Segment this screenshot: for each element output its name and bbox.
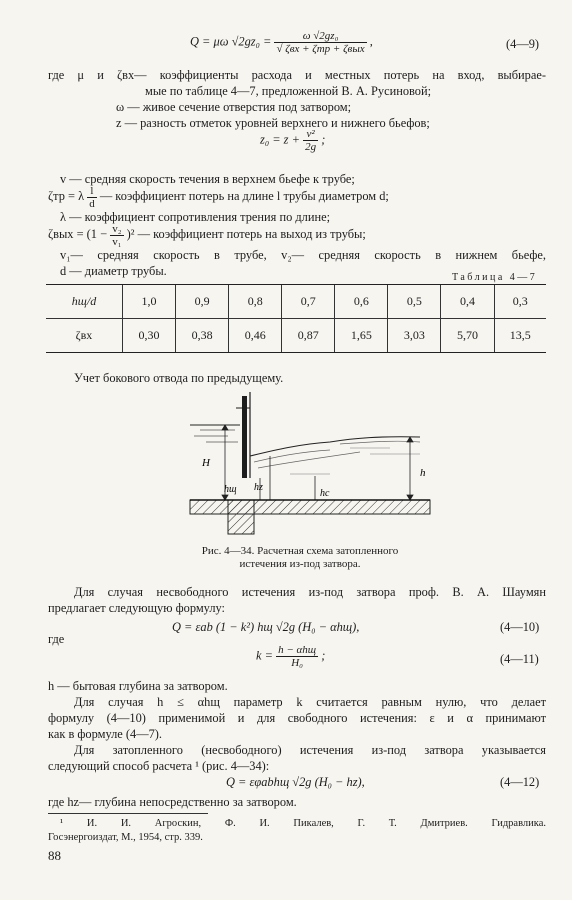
- zeta-vyh-description: )² — коэффициент потерь на выход из трубы;: [126, 227, 366, 241]
- table-cell: 1,0: [123, 285, 176, 319]
- table-cell: 0,5: [388, 285, 441, 319]
- figure-caption-line1: Рис. 4—34. Расчетная схема затопленного: [201, 545, 399, 557]
- def-z: z — разность отметок уровней верхнего и нижнего бьефов;: [116, 116, 430, 130]
- para1-line2: предлагает следующую формулу:: [48, 601, 225, 615]
- def-mu-zeta-line1: где μ и ζвх— коэффициенты расхода и местных потерь на вход, выбирае-: [48, 68, 546, 82]
- table-cell: 0,87: [282, 319, 335, 353]
- page-number: 88: [48, 848, 61, 863]
- formula-z0-lhs: z₀ = z +: [260, 132, 300, 147]
- table-cell: ζвх: [46, 319, 123, 353]
- para3-line2: следующий способ расчета ¹ (рис. 4—34):: [48, 759, 270, 773]
- formula-4-9-denominator: √ ζвх + ζтр + ζвых: [276, 43, 365, 55]
- footnote-line1: ¹ И. И. Агроскин, Ф. И. Пикалев, Г. Т. Дмитриев. Гидравлика.: [60, 818, 546, 829]
- figure-caption-line2: истечения из-под затвора.: [239, 558, 361, 570]
- table-cell: 3,03: [388, 319, 441, 353]
- table-cell: 0,7: [282, 285, 335, 319]
- para2-line3: как в формуле (4—7).: [48, 727, 163, 741]
- table-cell: 0,6: [335, 285, 388, 319]
- def-lambda: λ — коэффициент сопротивления трения по длине;: [60, 210, 331, 224]
- formula-4-9-lhs: Q = μω √2gz₀ =: [190, 34, 272, 49]
- table-cell: 0,4: [441, 285, 494, 319]
- table-cell: 1,65: [335, 319, 388, 353]
- table-cell: 0,30: [123, 319, 176, 353]
- formula-4-9-comma: ,: [369, 34, 373, 49]
- zeta-vyh-numerator: v₂: [112, 222, 122, 235]
- table-cell: 5,70: [441, 319, 494, 353]
- side-outlet-note: Учет бокового отвода по предыдущему.: [74, 371, 284, 385]
- footnote-rule: [48, 813, 208, 814]
- def-h: h — бытовая глубина за затвором.: [48, 679, 228, 693]
- para1-line1: Для случая несвободного истечения из-под затвора проф. В. А. Шаумян: [74, 585, 546, 599]
- formula-4-9: [190, 30, 373, 55]
- table-row: [46, 319, 546, 353]
- zeta-tr-denominator: d: [89, 197, 95, 210]
- formula-z0-numerator: v²: [303, 128, 318, 141]
- formula-4-10-number: (4—10): [500, 620, 540, 634]
- para2-line2: формулу (4—10) применимой и для свободного истечения: ε и α принимают: [48, 711, 546, 725]
- gate-foundation: [228, 500, 254, 534]
- para2-line1: Для случая h ≤ αhщ параметр k считается равным нулю, что делает: [74, 695, 546, 709]
- zeta-tr-description: — коэффициент потерь на длине l трубы диаметром d;: [99, 189, 389, 203]
- def-d: d — диаметр трубы.: [60, 264, 167, 278]
- formula-4-11-lhs: k =: [256, 648, 273, 663]
- dimension-lines: [222, 425, 413, 500]
- def-v: v — средняя скорость течения в верхнем бьефе к трубе;: [60, 172, 355, 186]
- zeta-vyh-fraction: [110, 223, 123, 248]
- table-cell: 0,38: [176, 319, 229, 353]
- def-omega: ω — живое сечение отверстия под затвором;: [116, 100, 352, 114]
- def-v1-v2: v₁— средняя скорость в трубе, v₂— средняя скорость в нижнем бьефе,: [60, 248, 546, 262]
- formula-4-11-denominator: H₀: [291, 657, 303, 669]
- formula-z0-denominator: 2g: [305, 141, 317, 153]
- figure-4-34: [180, 392, 440, 542]
- table-caption: Таблица 4—7: [452, 272, 538, 283]
- zeta-vyh-lhs: ζвых = (1 −: [48, 227, 108, 241]
- formula-4-10: Q = εab (1 − k²) hщ √2g (H₀ − αhщ),: [172, 620, 360, 634]
- table-cell: 0,46: [229, 319, 282, 353]
- zeta-tr-numerator: l: [87, 185, 97, 198]
- def-hz: где hz— глубина непосредственно за затвором.: [48, 795, 297, 809]
- formula-4-9-numerator: ω √2gz₀: [274, 30, 366, 43]
- def-mu-zeta-line2: мые по таблице 4—7, предложенной В. А. Русиновой;: [145, 84, 432, 98]
- channel-bed: [190, 500, 430, 514]
- formula-4-12-number: (4—12): [500, 775, 540, 789]
- table-cell: 0,3: [494, 285, 546, 319]
- zeta-vyh-denominator: v₁: [112, 235, 122, 248]
- where-label: где: [48, 632, 65, 646]
- table-cell: 0,9: [176, 285, 229, 319]
- def-zeta-tr: [48, 183, 389, 210]
- formula-z0-semicolon: ;: [321, 132, 326, 147]
- table-4-7: [46, 284, 546, 353]
- formula-4-11-semicolon: ;: [321, 648, 326, 663]
- formula-4-11-numerator: h − αhщ: [278, 644, 317, 656]
- upstream-water: [190, 425, 240, 442]
- table-row: [46, 285, 546, 319]
- table-cell: hщ/d: [46, 285, 123, 319]
- formula-4-9-number: (4—9): [506, 37, 540, 51]
- footnote-line2: Госэнергоиздат, М., 1954, стр. 339.: [48, 832, 203, 843]
- formula-4-9-fraction: [274, 30, 366, 55]
- zeta-tr-fraction: [87, 185, 97, 210]
- label-h-shch: hщ: [224, 484, 237, 495]
- def-zeta-vyh: [48, 221, 366, 248]
- formula-4-12: Q = εφabhщ √2g (H₀ − hz),: [226, 775, 365, 789]
- label-hz: hz: [254, 482, 263, 493]
- formula-4-11-fraction: [276, 644, 318, 669]
- zeta-tr-lhs: ζтр = λ: [48, 189, 85, 203]
- hydraulic-jump-surface: [250, 437, 420, 456]
- para3-line1: Для затопленного (несвободного) истечения из-под затвора указывается: [74, 743, 546, 757]
- formula-z0: [260, 128, 325, 153]
- formula-4-11-number: (4—11): [500, 652, 539, 666]
- formula-z0-fraction: [303, 128, 318, 153]
- label-hc: hc: [320, 488, 330, 499]
- table-cell: 13,5: [494, 319, 546, 353]
- label-H: H: [202, 457, 210, 469]
- formula-4-11: [256, 644, 325, 669]
- table-cell: 0,8: [229, 285, 282, 319]
- label-h: h: [420, 467, 426, 479]
